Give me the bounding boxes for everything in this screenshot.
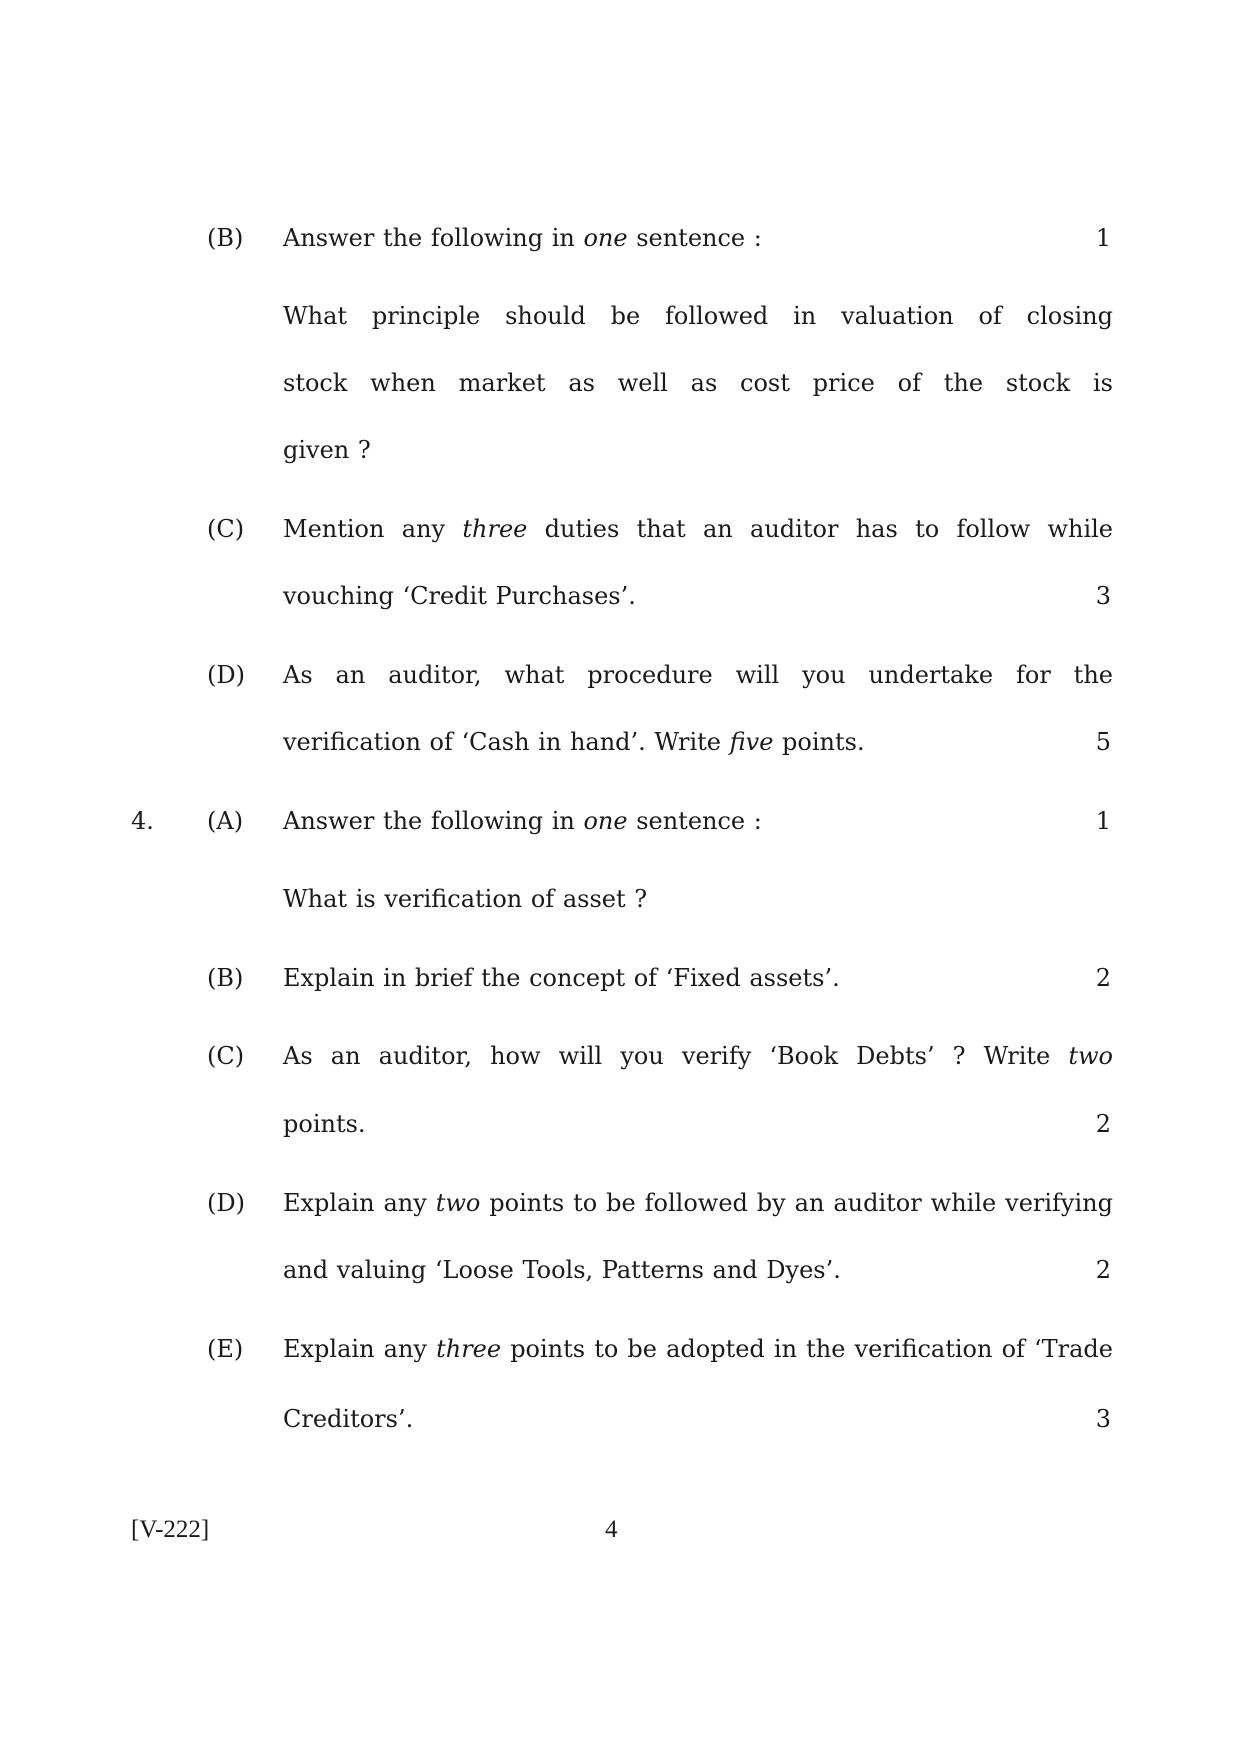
q4-a-question: What is verification of asset ? bbox=[283, 885, 648, 913]
q3-d-line-1: As an auditor, what procedure will you undertake for the bbox=[283, 661, 1113, 689]
q4-d-line-1: Explain any two points to be followed by an auditor while verifying bbox=[283, 1189, 1113, 1217]
q3-d-label: (D) bbox=[207, 661, 245, 689]
q4-c-line-2: points. bbox=[283, 1110, 366, 1138]
q3-c-label: (C) bbox=[207, 515, 245, 543]
q4-d-marks: 2 bbox=[1095, 1256, 1111, 1284]
q3-d-marks: 5 bbox=[1095, 728, 1111, 756]
q4-a-marks: 1 bbox=[1095, 807, 1111, 835]
q4-e-label: (E) bbox=[207, 1335, 244, 1363]
q3-b-question-line-1: What principle should be followed in valuation of closing bbox=[283, 302, 1113, 330]
q4-e-marks: 3 bbox=[1095, 1405, 1111, 1433]
q4-b-marks: 2 bbox=[1095, 964, 1111, 992]
q4-b-line-1: Explain in brief the concept of ‘Fixed assets’. bbox=[283, 964, 840, 992]
q3-c-marks: 3 bbox=[1095, 582, 1111, 610]
q4-a-prompt: Answer the following in one sentence : bbox=[283, 807, 762, 835]
q4-c-label: (C) bbox=[207, 1042, 245, 1070]
q3-b-marks: 1 bbox=[1095, 224, 1111, 252]
q3-b-label: (B) bbox=[207, 224, 244, 252]
q4-c-line-1: As an auditor, how will you verify ‘Book Debts’ ? Write two bbox=[283, 1042, 1113, 1070]
q4-d-label: (D) bbox=[207, 1189, 245, 1217]
q3-c-line-2: vouching ‘Credit Purchases’. bbox=[283, 582, 636, 610]
q4-d-line-2: and valuing ‘Loose Tools, Patterns and Dyes’. bbox=[283, 1256, 841, 1284]
page-number: 4 bbox=[605, 1516, 618, 1543]
q4-e-line-1: Explain any three points to be adopted in the verification of ‘Trade bbox=[283, 1335, 1113, 1363]
q3-b-prompt: Answer the following in one sentence : bbox=[283, 224, 762, 252]
q4-b-label: (B) bbox=[207, 964, 244, 992]
question-number-4: 4. bbox=[131, 807, 154, 835]
q4-a-label: (A) bbox=[207, 807, 244, 835]
q4-e-line-2: Creditors’. bbox=[283, 1405, 414, 1433]
q3-d-line-2: verification of ‘Cash in hand’. Write five points. bbox=[283, 728, 865, 756]
q3-b-question-line-3: given ? bbox=[283, 436, 371, 464]
paper-code: [V-222] bbox=[131, 1516, 210, 1543]
q3-b-question-line-2: stock when market as well as cost price of the stock is bbox=[283, 369, 1113, 397]
q4-c-marks: 2 bbox=[1095, 1110, 1111, 1138]
q3-c-line-1: Mention any three duties that an auditor has to follow while bbox=[283, 515, 1114, 543]
